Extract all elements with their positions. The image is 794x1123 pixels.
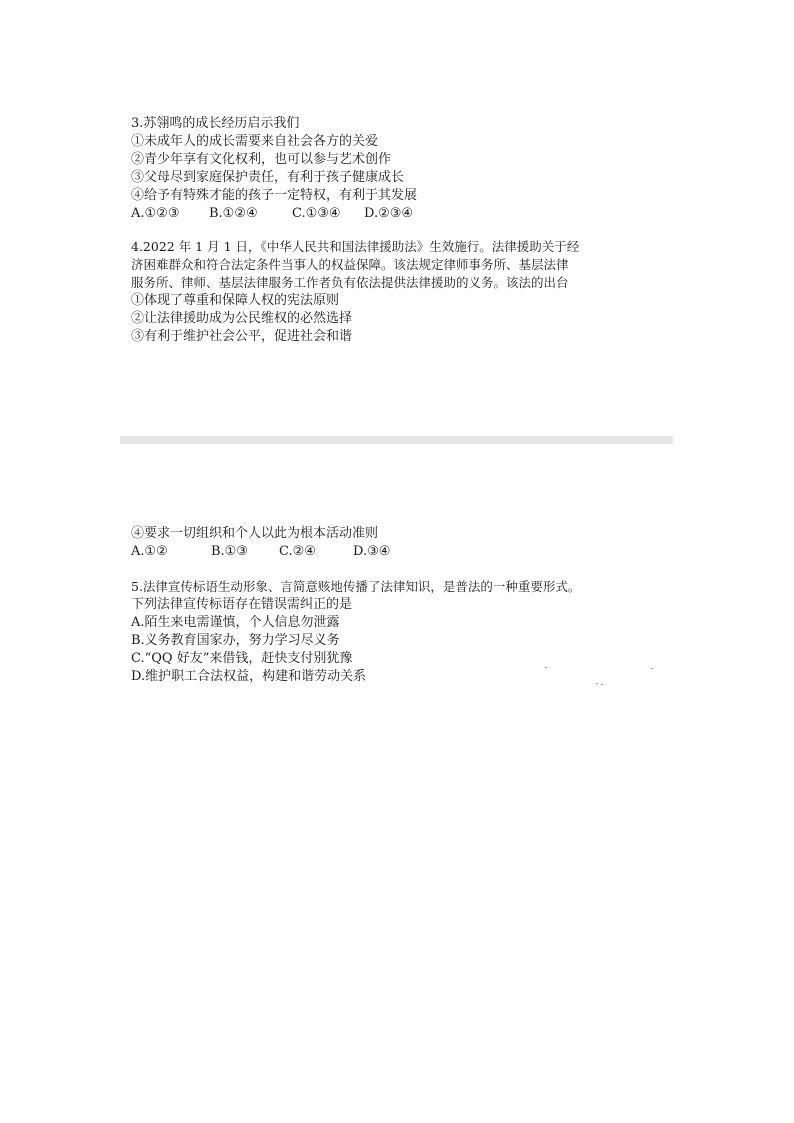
q4-stem-line-3: 服务所、律师、基层法律服务工作者负有依法提供法律援助的义务。该法的出台 — [131, 275, 569, 290]
q3-option-d: D.②③④ — [364, 206, 414, 221]
q3-stem: 3.苏翎鸣的成长经历启示我们 — [131, 116, 300, 131]
q4-statement-2: ②让法律援助成为公民维权的必然选择 — [131, 311, 353, 326]
q4-statement-4: ④要求一切组织和个人以此为根本活动准则 — [131, 526, 379, 541]
q4-options — [131, 543, 390, 561]
q4-stem-line-2: 济困难群众和符合法定条件当事人的权益保障。该法规定律师事务所、基层法律 — [131, 257, 569, 272]
page-break-divider — [120, 436, 673, 444]
q4-option-b: B.①③ — [211, 544, 248, 559]
q3-statement-2: ②青少年享有文化权利，也可以参与艺术创作 — [131, 152, 392, 167]
q5-choice-d: D.维护职工合法权益，构建和谐劳动关系 — [131, 669, 367, 684]
q4-option-a: A.①② — [131, 544, 168, 559]
q4-statement-1: ①体现了尊重和保障人权的宪法原则 — [131, 293, 340, 308]
q3-option-b: B.①②④ — [209, 206, 258, 221]
q3-statement-4: ④给予有特殊才能的孩子一定特权，有利于其发展 — [131, 188, 418, 203]
q4-option-d: D.③④ — [353, 544, 391, 559]
q3-statement-1: ①未成年人的成长需要来自社会各方的关爱 — [131, 134, 379, 149]
scan-speck — [651, 668, 653, 669]
scan-speck — [545, 667, 547, 668]
q5-stem-line-1: 5.法律宣传标语生动形象、言简意赅地传播了法律知识，是普法的一种重要形式。 — [131, 579, 581, 594]
scan-speck — [601, 684, 603, 685]
q5-choice-c: C.“QQ 好友”来借钱，赶快支付别犹豫 — [131, 651, 353, 666]
q3-statement-3: ③父母尽到家庭保护责任，有利于孩子健康成长 — [131, 170, 405, 185]
q5-stem-line-2: 下列法律宣传标语存在错误需纠正的是 — [131, 597, 353, 612]
q3-options — [131, 205, 413, 223]
q3-option-c: C.①③④ — [292, 206, 341, 221]
q5-choice-a: A.陌生来电需谨慎，个人信息勿泄露 — [131, 615, 340, 630]
q4-stem-line-1: 4.2022 年 1 月 1 日，《中华人民共和国法律援助法》生效施行。法律援助关于经 — [131, 239, 580, 254]
q5-choice-b: B.义务教育国家办，努力学习尽义务 — [131, 633, 340, 648]
scan-speck — [596, 683, 598, 684]
q3-option-a: A.①②③ — [131, 206, 180, 221]
q4-option-c: C.②④ — [279, 544, 316, 559]
q4-statement-3: ③有利于维护社会公平，促进社会和谐 — [131, 329, 353, 344]
